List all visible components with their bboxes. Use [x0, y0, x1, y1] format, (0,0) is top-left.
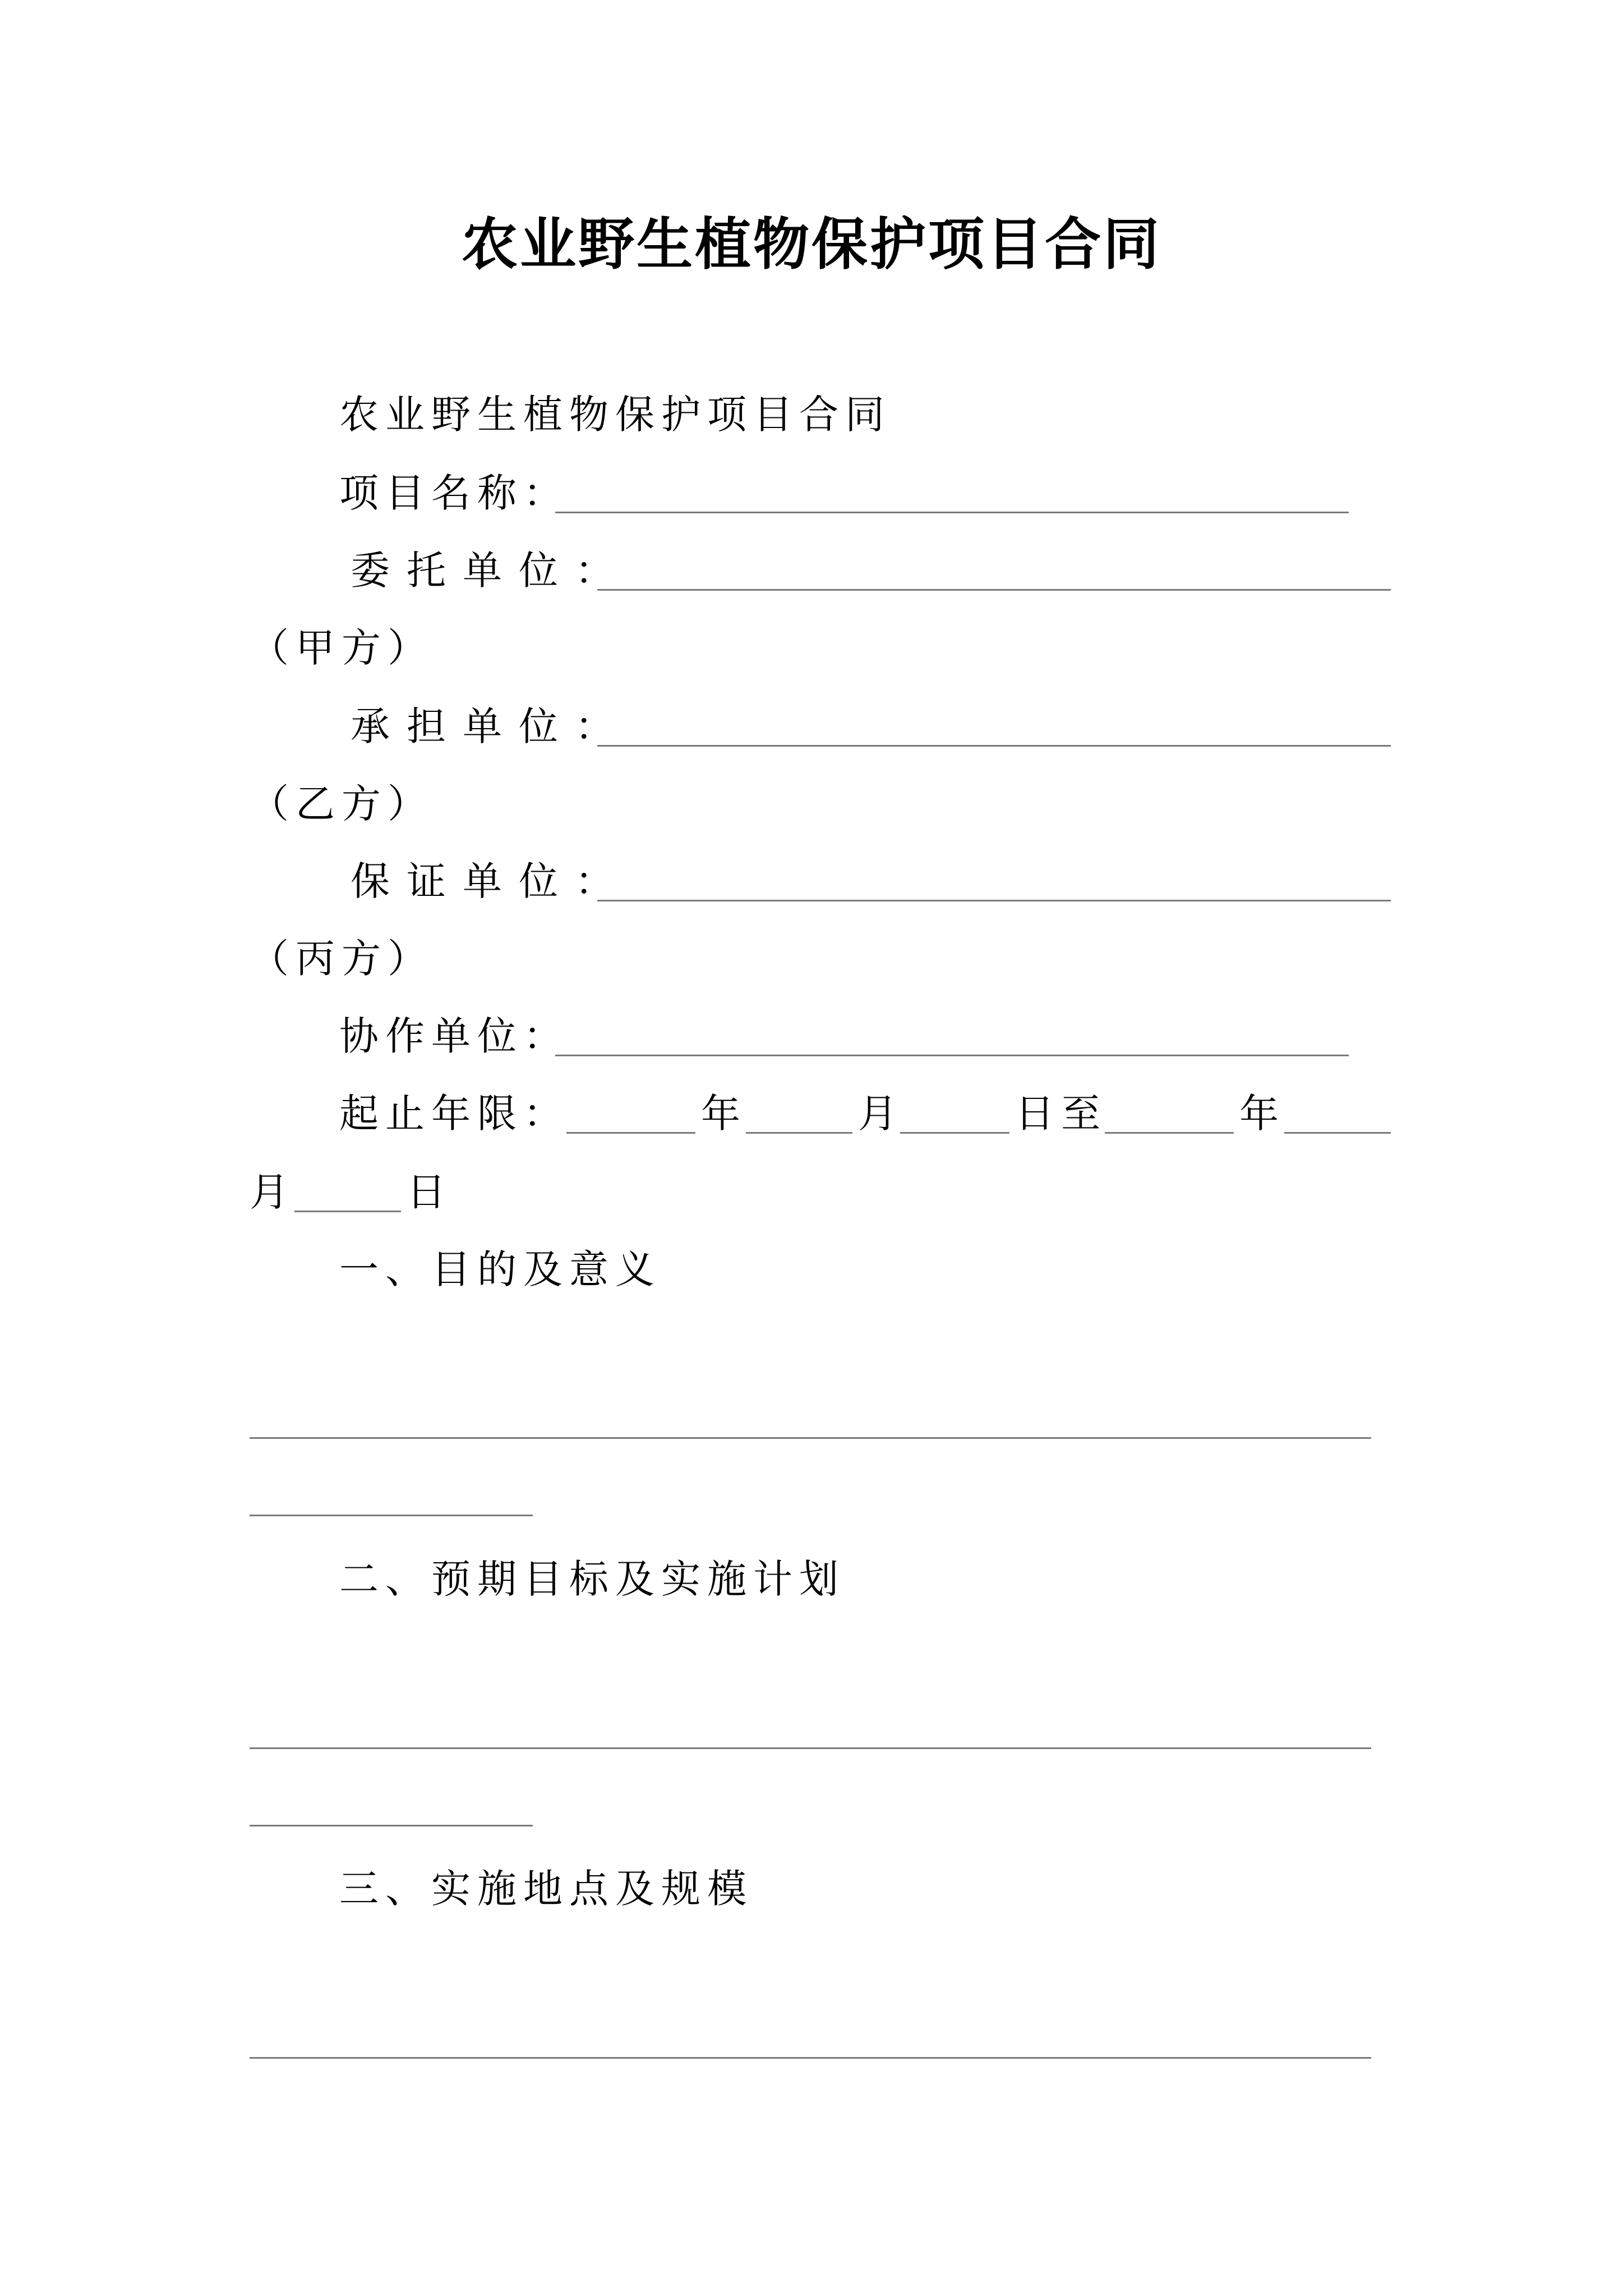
- end-year-unit: 年: [1239, 1091, 1285, 1137]
- party-c-label: （丙方）: [250, 936, 434, 982]
- section-2-answer-line-1[interactable]: [250, 1747, 1371, 1749]
- document-subtitle: 农业野生植物保护项目合同: [339, 392, 891, 438]
- end-year-field[interactable]: [1105, 1132, 1234, 1134]
- start-year-field[interactable]: [566, 1132, 695, 1134]
- section-1-heading: 一、目的及意义: [339, 1246, 661, 1292]
- project-name-field[interactable]: [555, 512, 1349, 513]
- client-label: 委托单位：: [351, 547, 631, 593]
- contractor-field[interactable]: [597, 745, 1391, 747]
- end-day-field[interactable]: [294, 1211, 401, 1212]
- project-name-label: 项目名称：: [339, 470, 569, 516]
- collaborator-label: 协作单位：: [339, 1013, 569, 1059]
- section-1-answer-line-1[interactable]: [250, 1437, 1371, 1439]
- section-3-answer-line-1[interactable]: [250, 2057, 1371, 2059]
- period-label: 起止年限：: [339, 1091, 569, 1137]
- end-month-field[interactable]: [1284, 1132, 1391, 1134]
- section-1-answer-line-2[interactable]: [250, 1515, 533, 1516]
- start-day-field[interactable]: [900, 1132, 1009, 1134]
- section-2-answer-line-2[interactable]: [250, 1825, 533, 1826]
- contractor-label: 承担单位：: [351, 703, 631, 749]
- section-3-heading: 三、实施地点及规模: [339, 1866, 753, 1912]
- collaborator-field[interactable]: [555, 1055, 1349, 1056]
- start-month-field[interactable]: [746, 1132, 852, 1134]
- party-b-label: （乙方）: [250, 781, 434, 827]
- end-day-unit: 日: [407, 1169, 453, 1215]
- guarantor-label: 保证单位：: [351, 858, 631, 904]
- start-month-unit: 月: [858, 1091, 904, 1137]
- start-day-to: 日至: [1015, 1091, 1107, 1137]
- guarantor-field[interactable]: [597, 900, 1391, 901]
- party-a-label: （甲方）: [250, 625, 434, 671]
- client-field[interactable]: [597, 589, 1391, 591]
- start-year-unit: 年: [701, 1091, 747, 1137]
- section-2-heading: 二、预期目标及实施计划: [339, 1556, 845, 1602]
- document-title: 农业野生植物保护项目合同: [462, 211, 1161, 277]
- end-month-unit: 月: [250, 1169, 296, 1215]
